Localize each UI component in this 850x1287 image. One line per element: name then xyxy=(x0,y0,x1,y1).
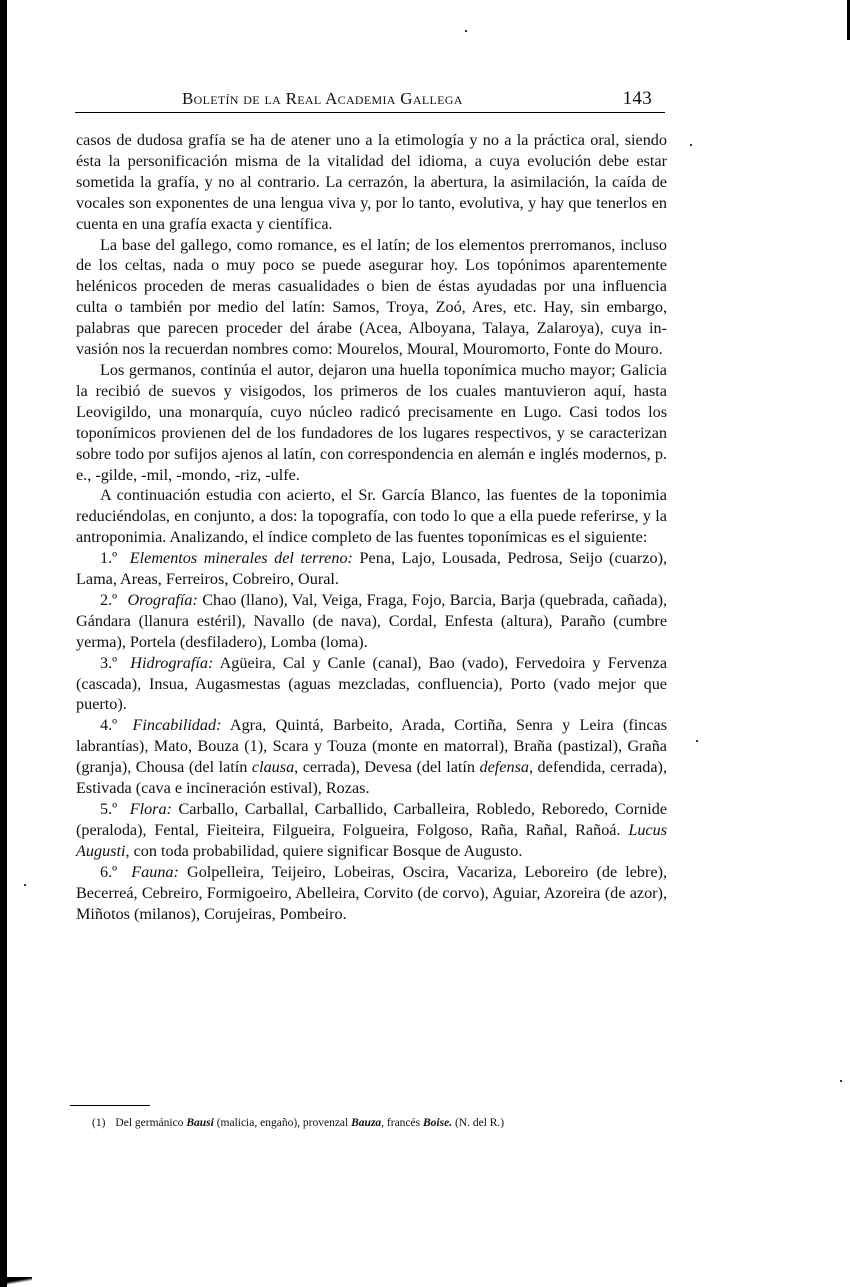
running-head xyxy=(182,88,652,110)
scan-speck xyxy=(465,30,467,32)
item-text: Golpelleira, Teijeiro, Lobeiras, Oscira, Vacariza, Leboreiro (de lebre), Becerreá, Cebreiro, Formigoeiro, Abelleira, Corvito (de corvo), Aguiar, Azoreira (de azor), Miñotos (milanos), Corujeiras, Pombeiro. xyxy=(76,862,668,923)
item-text: Agra, Quintá, Barbeito, Arada, Cortiña, Senra y Leira (fincas labrantías), Mato, Bouza (1), Scara y Touza (monte en matorral), Braña (pastizal), Graña (granja), Chousa (del latín xyxy=(76,716,667,777)
scan-left-border xyxy=(0,0,7,1287)
scan-speck xyxy=(24,884,26,886)
item-text: Chao (llano), Val, Veiga, Fraga, Fojo, Barcia, Barja (quebrada, cañada), Gándara (llanura estéril), Navallo (de nava), Cordal, Enfesta (altura), Paraño (cumbre yerma), Portela (desfiladero), Lomba (loma). xyxy=(76,590,668,651)
item-number: 5.º xyxy=(100,800,118,818)
latin-term: Lucus Augusti xyxy=(76,820,667,860)
list-item-orography xyxy=(76,590,667,653)
item-title: Fincabilidad: xyxy=(132,716,222,735)
footnote-term: Bausi xyxy=(186,1117,214,1129)
page-number: 143 xyxy=(622,88,652,109)
scan-speck xyxy=(690,144,692,146)
item-number: 4.º xyxy=(100,716,118,735)
footnote-term: Bauza xyxy=(351,1117,382,1129)
paragraph: A continuación estudia con acierto, el Sr. García Blanco, las fuentes de la toponimia reduciéndolas, en conjunto, a dos: la topografía, con todo lo que a ella puede referirse, y la antroponimia. Analizando, el índice completo de las fuentes toponímicas es el siguiente: xyxy=(76,486,667,547)
body-text xyxy=(76,130,667,924)
footnote-rule xyxy=(70,1105,150,1106)
paragraph: La base del gallego, como romance, es el latín; de los elementos prerromanos, incluso de los celtas, nada o muy poco se puede asegurar hoy. Los topónimos aparentemente helénicos proceden de meras casualidades o bien de éstas ayudadas por una influencia culta o también por medio del latín: Samos, Troya, Zoó, Ares, etc. Hay, sin embargo, palabras que parecen proceder del árabe (Acea, Alboyana, Talaya, Zalaroya), cuya invasión nos la recuerdan nombres como: Mourelos, Moural, Mouromorto, Fonte do Mouro. xyxy=(76,235,667,359)
header-rule xyxy=(75,112,665,113)
item-title: Elementos minerales del terreno: xyxy=(129,549,353,568)
footnote-text: , francés xyxy=(381,1117,423,1129)
footnote-marker: (1) xyxy=(92,1117,106,1129)
scan-speck xyxy=(696,740,698,742)
footnote-text: (malicia, engaño), provenzal xyxy=(213,1117,352,1129)
item-number: 6.º xyxy=(100,862,118,881)
footnote-text: Del germánico xyxy=(115,1117,187,1129)
item-text: , con toda probabilidad, quiere significar Bosque de Augusto. xyxy=(125,841,523,860)
item-title: Fauna: xyxy=(131,862,179,881)
item-title: Orografía: xyxy=(127,590,198,609)
item-text: Carballo, Carballal, Carballido, Carballeira, Robledo, Reboredo, Cornide (peraloda), Fental, Fieiteira, Filgueira, Folgueira, Folgoso, Raña, Rañal, Rañoá. xyxy=(76,800,668,839)
item-title: Flora: xyxy=(129,800,172,818)
item-text: , cerrada), Devesa (del latín xyxy=(294,758,480,777)
journal-title: Boletín de la Real Academia Gallega xyxy=(182,89,463,108)
scan-speck xyxy=(840,1080,842,1082)
list-item-minerals xyxy=(76,548,667,590)
item-number: 2.º xyxy=(100,590,118,609)
scan-corner-shadow xyxy=(0,1277,32,1287)
item-text: , defendida, cerrada), Estivada (cava e incineración estival), Rozas. xyxy=(76,758,667,798)
list-item-hydrography xyxy=(76,653,667,716)
item-text: Pena, Lajo, Lousada, Pedrosa, Seijo (cuarzo), Lama, Areas, Ferreiros, Cobreiro, Oural. xyxy=(76,549,668,589)
footnote xyxy=(92,1116,692,1130)
latin-term: clausa xyxy=(251,758,295,777)
footnote-term: Boise. xyxy=(423,1117,453,1129)
paragraph: Los germanos, continúa el autor, dejaron una huella toponímica mucho mayor; Galicia la recibió de suevos y visigodos, los primeros de los cuales mantuvieron aquí, hasta Leovigildo, una monarquía, cuyo núcleo radicó precisamente en Lugo. Casi todos los toponímicos provienen del de los fundadores de los lugares respectivos, y se caracterizan sobre todo por sufijos ajenos al latín, con correspondencia en alemán e inglés modernos, p. e., -gilde, -mil, -mondo, -riz, -ulfe. xyxy=(76,360,667,484)
item-text: Agüeira, Cal y Canle (canal), Bao (vado), Fervedoira y Fervenza (cascada), Insua, Augasmestas (aguas mezcladas, confluencia), Porto (vado mejor que puerto). xyxy=(76,653,668,714)
footnote-text: (N. del R.) xyxy=(452,1117,505,1129)
list-item-flora xyxy=(76,799,667,862)
paragraph: casos de dudosa grafía se ha de atener uno a la etimología y no a la práctica oral, siendo ésta la personificación misma de la vitalidad del idioma, a cuya evolución debe estar sometida la grafía, y no al contrario. La cerrazón, la abertura, la asimilación, la caída de vocales son exponentes de una lengua viva y, por lo tanto, evolutiva, y hay que tenerlos en cuenta en una grafía exacta y científica. xyxy=(76,131,667,233)
item-title: Hidrografía: xyxy=(130,653,214,672)
list-item-fincabilidad xyxy=(76,715,667,799)
item-number: 3.º xyxy=(100,653,118,672)
item-number: 1.º xyxy=(100,549,118,568)
latin-term: defensa xyxy=(479,758,529,777)
list-item-fauna xyxy=(76,862,667,925)
